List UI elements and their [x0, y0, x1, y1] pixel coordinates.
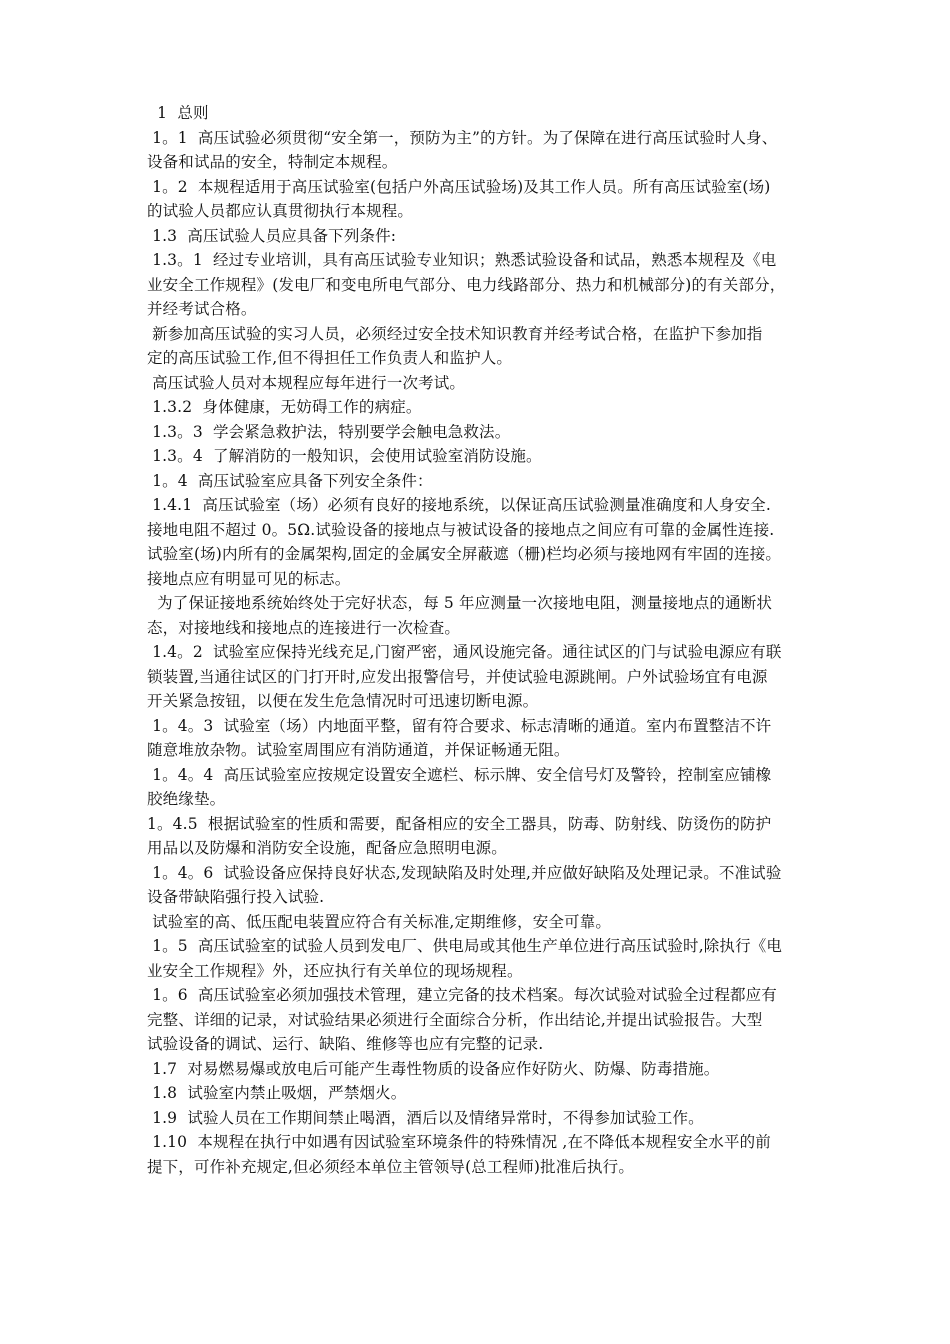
- document-text-line: 1 总则: [147, 104, 209, 122]
- document-text-line: 1.4。2 试验室应保持光线充足,门窗严密，通风设施完备。通往试区的门与试验电源应有联: [147, 643, 782, 661]
- document-text-line: 1。6 高压试验室必须加强技术管理，建立完备的技术档案。每次试验对试验全过程都应有: [147, 986, 777, 1004]
- document-text-line: 胶绝缘垫。: [147, 790, 226, 808]
- document-text-line: 开关紧急按钮，以便在发生危急情况时可迅速切断电源。: [147, 692, 539, 710]
- document-text-line: 新参加高压试验的实习人员，必须经过安全技术知识教育并经考试合格，在监护下参加指: [147, 324, 763, 343]
- document-text-line: 态，对接地线和接地点的连接进行一次检查。: [147, 618, 461, 637]
- document-text-line: 提下，可作补充规定,但必须经本单位主管领导(总工程师)批准后执行。: [147, 1157, 634, 1176]
- document-text-line: 接地点应有明显可见的标志。: [147, 569, 351, 588]
- document-text-line: 用品以及防爆和消防安全设施，配备应急照明电源。: [147, 839, 507, 857]
- document-text-line: 1.3.2 身体健康，无妨碍工作的病症。: [147, 398, 422, 416]
- document-text-line: 接地电阻不超过 0。5Ω.试验设备的接地点与被试设备的接地点之间应有可靠的金属性连接.: [147, 520, 775, 539]
- document-text-line: 1。1 高压试验必须贯彻“安全第一，预防为主”的方针。为了保障在进行高压试验时人身、: [147, 128, 778, 147]
- document-text-line: 1.9 试验人员在工作期间禁止喝酒，酒后以及情绪异常时，不得参加试验工作。: [147, 1108, 704, 1127]
- document-text-line: 为了保证接地系统始终处于完好状态，每 5 年应测量一次接地电阻，测量接地点的通断状: [147, 594, 773, 612]
- document-text-line: 试验设备的调试、运行、缺陷、维修等也应有完整的记录.: [147, 1035, 544, 1053]
- document-text-line: 1.3。1 经过专业培训，具有高压试验专业知识；熟悉试验设备和试品，熟悉本规程及《电: [147, 251, 777, 269]
- document-text-line: 随意堆放杂物。试验室周围应有消防通道，并保证畅通无阻。: [147, 741, 570, 759]
- document-text-line: 1。4 高压试验室应具备下列安全条件：: [147, 471, 433, 490]
- document-text-line: 1。4。3 试验室（场）内地面平整，留有符合要求、标志清晰的通道。室内布置整洁不许: [147, 716, 772, 735]
- document-text-line: 1。5 高压试验室的试验人员到发电厂、供电局或其他生产单位进行高压试验时,除执行《电: [147, 937, 783, 955]
- document-text-line: 1.4.1 高压试验室（场）必须有良好的接地系统，以保证高压试验测量准确度和人身安全.: [147, 496, 771, 514]
- document-text-line: 完整、详细的记录，对试验结果必须进行全面综合分析，作出结论,并提出试验报告。大型: [147, 1010, 763, 1029]
- document-text-line: 锁装置,当通往试区的门打开时,应发出报警信号，并使试验电源跳闸。户外试验场宜有电源: [147, 667, 768, 686]
- document-text-line: 业安全工作规程》外，还应执行有关单位的现场规程。: [147, 961, 523, 980]
- document-text-line: 1.3 高压试验人员应具备下列条件:: [147, 226, 397, 245]
- document-text-line: 试验室的高、低压配电装置应符合有关标准,定期维修，安全可靠。: [147, 912, 612, 931]
- document-text-line: 1.8 试验室内禁止吸烟，严禁烟火。: [147, 1084, 407, 1102]
- document-text-line: 设备和试品的安全，特制定本规程。: [147, 153, 398, 171]
- document-text-line: 1.10 本规程在执行中如遇有因试验室环境条件的特殊情况 ,在不降低本规程安全水平的前: [147, 1133, 771, 1151]
- document-text-line: 设备带缺陷强行投入试验.: [147, 888, 325, 906]
- document-text-line: 1。2 本规程适用于高压试验室(包括户外高压试验场)及其工作人员。所有高压试验室(场): [147, 177, 771, 196]
- document-body: [147, 101, 817, 1179]
- document-text-line: 的试验人员都应认真贯彻执行本规程。: [147, 202, 414, 220]
- document-text-line: 试验室(场)内所有的金属架构,固定的金属安全屏蔽遮（栅)栏均必须与接地网有牢固的连接。: [147, 545, 782, 563]
- document-text-line: 1.7 对易燃易爆或放电后可能产生毒性物质的设备应作好防火、防爆、防毒措施。: [147, 1059, 720, 1078]
- document-text-line: 1.3。3 学会紧急救护法，特别要学会触电急救法。: [147, 422, 511, 441]
- document-text-line: 定的高压试验工作,但不得担任工作负责人和监护人。: [147, 349, 513, 367]
- document-text-line: 高压试验人员对本规程应每年进行一次考试。: [147, 373, 466, 392]
- document-text-line: 1。4。6 试验设备应保持良好状态,发现缺陷及时处理,并应做好缺陷及处理记录。不准试验: [147, 863, 782, 882]
- document-text-line: 业安全工作规程》(发电厂和变电所电气部分、电力线路部分、热力和机械部分)的有关部分，: [147, 275, 786, 294]
- document-text-line: 并经考试合格。: [147, 300, 257, 318]
- document-text-line: 1。4.5 根据试验室的性质和需要，配备相应的安全工器具，防毒、防射线、防烫伤的防护: [147, 814, 772, 833]
- document-text-line: 1.3。4 了解消防的一般知识，会使用试验室消防设施。: [147, 447, 542, 465]
- document-text-line: 1。4。4 高压试验室应按规定设置安全遮栏、标示牌、安全信号灯及警铃，控制室应铺橡: [147, 765, 772, 784]
